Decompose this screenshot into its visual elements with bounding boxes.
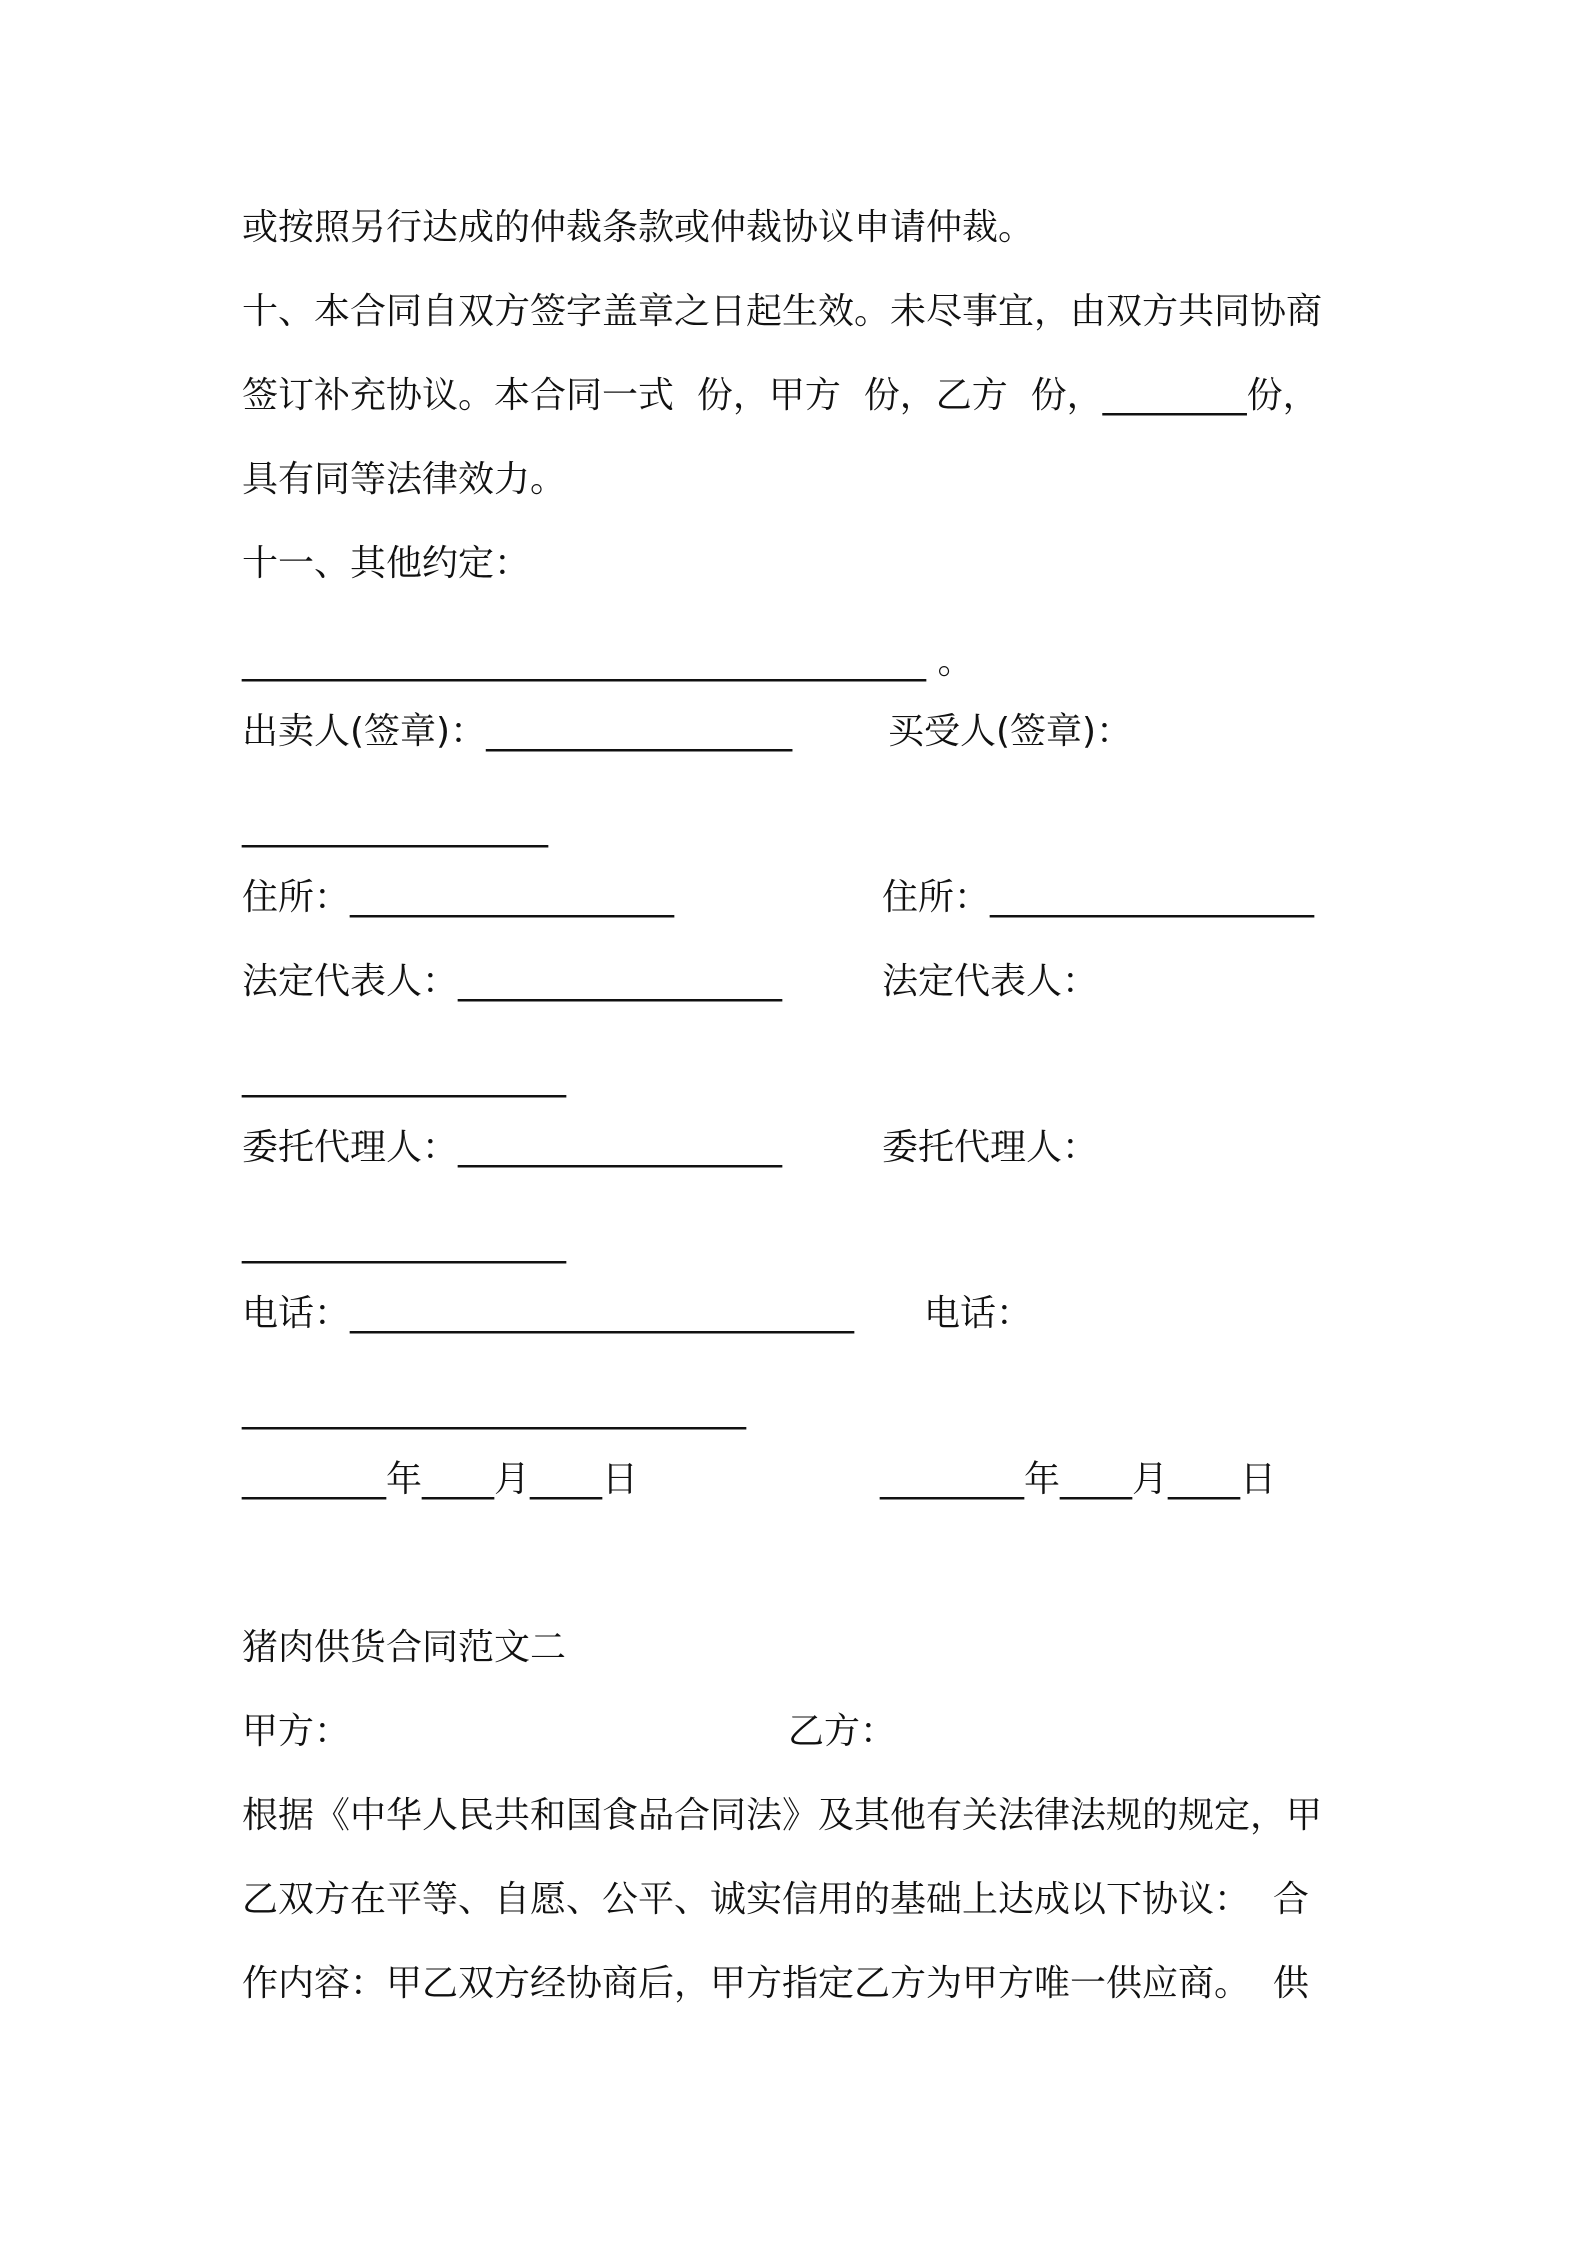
clause-arbitration-end: 或按照另行达成的仲裁条款或仲裁协议申请仲裁。 [242,207,1035,248]
seller-signature: 出卖人(签章)：_________________ [242,711,793,752]
clause-ten-line1: 十、本合同自双方签字盖章之日起生效。未尽事宜，由双方共同协商 [242,291,1323,332]
buyer-agent-blank: __________________ [242,1223,566,1264]
seller-agent: 委托代理人：__________________ [242,1127,783,1168]
buyer-agent: 委托代理人： [882,1127,1099,1168]
buyer-phone: 电话： [924,1293,1033,1334]
seller-legal-rep: 法定代表人：__________________ [242,961,783,1002]
buyer-legal-rep: 法定代表人： [882,961,1099,1002]
seller-date: ________年____月____日 [242,1459,638,1500]
second-contract-title: 猪肉供货合同范文二 [242,1627,567,1668]
party-a-label: 甲方： [242,1711,351,1752]
buyer-date: ________年____月____日 [880,1459,1276,1500]
second-contract-para-line2: 乙双方在平等、自愿、公平、诚实信用的基础上达成以下协议： 合 [242,1879,1309,1920]
party-b-label: 乙方： [788,1711,897,1752]
buyer-signature-blank: _________________ [242,807,548,848]
buyer-signature: 买受人(签章)： [888,711,1133,752]
clause-ten-line2: 签订补充协议。本合同一式 份，甲方 份，乙方 份，________份， [242,375,1319,416]
buyer-phone-blank: ____________________________ [242,1389,746,1430]
other-agreement-blank: ______________________________________ 。 [242,641,974,682]
seller-address: 住所：__________________ [242,877,675,918]
buyer-legal-rep-blank: __________________ [242,1057,566,1098]
clause-eleven-heading: 十一、其他约定： [242,543,531,584]
seller-phone: 电话：____________________________ [242,1293,855,1334]
clause-ten-line3: 具有同等法律效力。 [242,459,567,500]
second-contract-para-line3: 作内容：甲乙双方经协商后，甲方指定乙方为甲方唯一供应商。 供 [242,1963,1309,2004]
second-contract-para-line1: 根据《中华人民共和国食品合同法》及其他有关法律法规的规定，甲 [242,1795,1323,1836]
buyer-address: 住所：__________________ [882,877,1315,918]
